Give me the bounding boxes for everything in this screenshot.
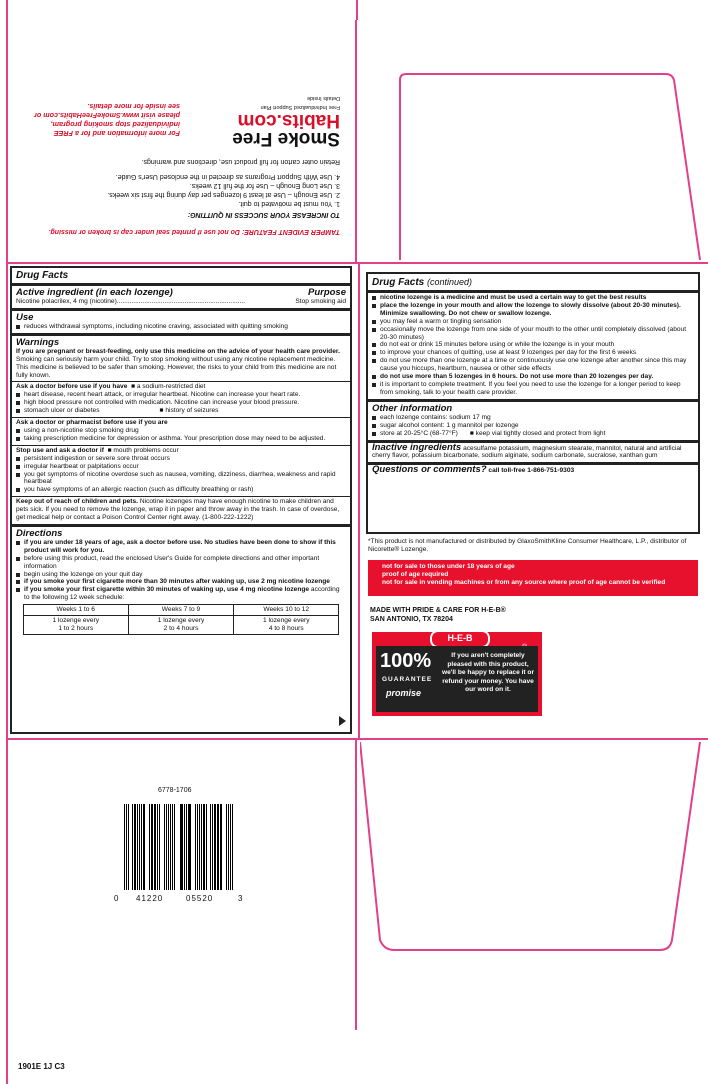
success-list [20,172,340,208]
barcode-bar [195,804,196,890]
keep-out-section [12,496,350,524]
barcode-bar [151,804,152,890]
age-item: not for sale to those under 18 years of age [382,563,515,570]
heb-logo: H-E-B [430,630,490,648]
ask-first: a sodium-restricted diet [136,383,206,391]
stop-item: you get symptoms of nicotine overdose such as nausea, vomiting, dizziness, diarrhea, weakness and rapid heartbeat [16,471,346,487]
barcode-bar [232,804,233,890]
active-purpose: Stop smoking aid [295,298,346,305]
barcode-bar [203,804,205,890]
ask-item: history of seizures [165,407,219,415]
promise-word: promise [386,688,422,698]
use-section [12,308,350,333]
barcode-digits-b: 05520 [186,894,214,903]
success-item: 4. Use With Support Programs as directed in the enclosed User's Guide. [115,173,340,180]
percent-text: 100% [380,650,432,672]
direction-item: do not use more than one lozenge at a time or continuously use one lozenge after another since this may cause you hiccups, heartburn, nausea or other side effects [372,357,694,373]
city-line: SAN ANTONIO, TX 78204 [370,616,453,623]
inactive-heading: Inactive ingredients [372,441,462,453]
schedule-cell: 1 lozenge every 1 to 2 hours [23,616,128,635]
barcode-bar [149,804,150,890]
disclaimer: *This product is not manufactured or distributed by GlaxoSmithKline Consumer Healthcare, L.P., distributor of Nicorette® Lozenge. [368,538,687,553]
direction-item: begin using the lozenge on your quit day [16,571,346,579]
schedule-header: Weeks 7 to 9 [128,605,233,616]
active-heading: Active ingredient (in each lozenge) [16,287,173,298]
success-heading: TO INCREASE YOUR SUCCESS IN QUITTING: [187,211,340,218]
barcode-bar [139,804,140,890]
directions-heading: Directions [16,527,63,539]
use-heading: Use [16,311,34,323]
barcode-bar [170,804,171,890]
dieline-vertical-mid [358,262,360,740]
barcode-bar [164,804,165,890]
dieline-flap-right [355,20,357,262]
barcode-digit-left: 0 [114,894,119,903]
other-item: each lozenge contains: sodium 17 mg [372,414,694,422]
barcode-bar [161,804,163,890]
success-item: 2. Use Enough – Use at least 9 lozenges per day during the first six weeks. [107,191,340,198]
schedule-cell: 1 lozenge every 2 to 4 hours [128,616,233,635]
guarantee-badge [372,632,542,716]
ask-pharmacist-section [12,417,350,445]
barcode-bar [126,804,127,890]
direction-item: before using this product, read the enclosed User's Guide for complete directions and other important information [16,555,346,571]
direction-item: occasionally move the lozenge from one side of your mouth to the other until completely dissolved (about 20-30 minutes) [372,326,694,342]
barcode-bar [189,804,191,890]
pharm-heading: Ask a doctor or pharmacist before use if you are [16,419,168,427]
other-item: sugar alcohol content: 1 g mannitol per lozenge [372,422,694,430]
stop-item: irregular heartbeat or palpitations occur [16,463,346,471]
left-bottom-flap-outline [6,740,358,1040]
barcode-bar [226,804,227,890]
direction-item: if you are under 18 years of age, ask a doctor before use. No studies have been done to show if this product will work for you. [16,539,346,555]
barcode-bar [228,804,229,890]
barcode-bar [223,804,225,890]
active-ingredient-section [12,283,350,308]
barcode-bar [220,804,222,890]
smoke-free-logo [190,93,340,147]
other-item: keep vial tightly closed and protect from light [475,429,606,437]
made-with [370,606,506,624]
ask-item: heart disease, recent heart attack, or irregular heartbeat. Nicotine can increase your heart rate. [16,391,346,399]
ask-doctor-section: Ask a doctor before use if you have ■ a sodium-restricted diet heart disease, recent heart attack, or irregular heartbeat. Nicotine can increase your heart rate. high blood pressure not controlled with medication. Nicotine can increase your blood pressure. stomach ulcer or diabetes ■ history of seizures [12,381,350,417]
direction-item: to improve your chances of quitting, use at least 9 lozenges per day for the first 6 weeks [372,349,694,357]
drug-facts-cont-title: Drug Facts (continued) [372,277,473,288]
barcode-bar [134,804,136,890]
direction-item: nicotine lozenge is a medicine and must be used a certain way to get the best results [372,294,694,302]
barcode-bar [206,804,207,890]
ask-heading: Ask a doctor before use if you have [16,383,128,391]
ask-item: high blood pressure not controlled with medication. Nicotine can increase your blood pressure. [16,399,346,407]
barcode-bar [130,804,131,890]
right-bottom-flap-outline [360,740,708,1040]
barcode-bar [197,804,199,890]
top-flap [10,40,350,240]
success-item: 3. Use Long Enough – Use for the full 12 weeks. [189,182,340,189]
barcode-bar [174,804,176,890]
purpose-heading: Purpose [307,287,346,298]
barcode-bar [210,804,212,890]
schedule-header: Weeks 10 to 12 [234,605,339,616]
schedule-cell: 1 lozenge every 4 to 8 hours [234,616,339,635]
barcode-bar [166,804,167,890]
stop-use-section: Stop use and ask a doctor if ■ mouth problems occur persistent indigestion or severe sore throat occurs irregular heartbeat or palpitations occur you get symptoms of nicotine overdose such as nausea, vomiting, dizziness, diarrhea, weakness and rapid heartbeat you have symptoms of an allergic reaction (such as difficulty breathing or rash) [12,445,350,496]
drug-facts-panel [10,266,352,734]
age-restriction-box [368,560,698,596]
dieline-top-mid [356,0,358,20]
barcode-digit-right: 3 [238,894,243,903]
continued-directions [368,290,698,399]
barcode-bar [186,804,187,890]
barcode [124,804,234,890]
barcode-bar [184,804,185,890]
barcode-bar [192,804,194,890]
barcode-bar [176,804,178,890]
barcode-bar [208,804,209,890]
success-item: 1. You must be motivated to quit. [238,200,340,207]
barcode-bar [159,804,160,890]
info-text: For more information and for a FREE individualized stop smoking program, please visit www.SmokeFreeHabits.com or see inside for more details. [34,102,180,138]
barcode-bar [181,804,183,890]
barcode-bar [172,804,173,890]
direction-item: do not eat or drink 15 minutes before using or while the lozenge is in your mouth [372,341,694,349]
drug-facts-title: Drug Facts [16,270,69,281]
logo-sub: Details Inside [306,95,340,101]
barcode-bar [157,804,159,890]
active-name: Nicotine polacrilex, 4 mg (nicotine) [16,298,117,305]
direction-item: if you smoke your first cigarette within 30 minutes of waking up, use 4 mg nicotine lozenge according to the following 12 week schedule: [16,586,346,602]
direction-item: do not use more than 5 lozenges in 6 hours. Do not use more than 20 lozenges per day. [372,373,694,381]
tamper-evident: TAMPER EVIDENT FEATURE: Do not use if printed seal under cap is broken or missing. [48,228,340,235]
guarantee-text: If you aren't completely pleased with this product, we'll be happy to replace it or refund your money. You have our word on it. [441,652,535,694]
barcode-bar [218,804,219,890]
questions-text: call toll-free 1-866-751-9303 [488,467,575,475]
drug-facts-continued-panel [366,272,700,534]
barcode-bar [230,804,232,890]
barcode-bar [146,804,148,890]
direction-item: it is important to complete treatment. If you feel you need to use the lozenge for a longer period to keep from smoking, talk to your health care provider. [372,381,694,397]
barcode-digits-a: 41220 [136,894,164,903]
direction-item: if you smoke your first cigarette more than 30 minutes after waking up, use 2 mg nicotine lozenge [16,578,346,586]
warnings-text: Smoking can seriously harm your child. Try to stop smoking without using any nicotine replacement medicine. This medicine is believed to be safer than smoking. However, the risks to your child from this medicine are not fully known. [16,355,337,379]
barcode-bar [137,804,139,890]
stop-heading: Stop use and ask a doctor if [16,446,104,454]
guarantee-word: GUARANTEE [382,676,433,683]
barcode-bar [132,804,133,890]
pharm-item: using a non-nicotine stop smoking drug [16,427,346,435]
made-with-line: MADE WITH PRIDE & CARE FOR H-E-B® [370,607,506,614]
barcode-bar [180,804,181,890]
barcode-bar [201,804,202,890]
barcode-bar [124,804,125,890]
other-info-section: Other information each lozenge contains: sodium 17 mg sugar alcohol content: 1 g mannitol per lozenge store at 20-25°C (68-77°F) ■ keep vial tightly closed and protect from light [368,399,698,440]
warnings-section [12,333,350,382]
right-top-flap-outline [360,60,708,264]
schedule-table [23,604,340,635]
direction-item: place the lozenge in your mouth and allow the lozenge to slowly dissolve (about 20-30 minutes). Minimize swallowing. Do not chew or swallow lozenge. [372,302,694,318]
logo-line2: Habits.com [237,110,340,131]
use-item: reduces withdrawal symptoms, including nicotine craving, associated with quitting smoking [16,323,346,331]
inactive-text: acesulfame potassium, magnesium stearate, mannitol, natural and artificial cherry flavor, potassium bicarbonate, sodium alginate, sodium carbonate, sucralose, xanthan gum [372,444,682,460]
keep-text: Nicotine lozenges may have enough nicotine to make children and pets sick. If you need to remove the lozenge, wrap it in paper and throw away in the trash. In case of overdose, get medical help or contact a Poison Control Center right away. (1-800-222-1222) [16,498,340,522]
warnings-bold: If you are pregnant or breast-feeding, only use this medicine on the advice of your health care provider. [16,347,340,355]
retain-carton: Retain outer carton for full product use, directions and warnings. [141,158,340,165]
bottom-code: 1901E 1J C3 [18,1062,65,1071]
keep-bold: Keep out of reach of children and pets. [16,498,139,506]
barcode-bar [154,804,156,890]
barcode-bar [168,804,170,890]
questions-heading: Questions or comments? [372,464,487,476]
stop-item: persistent indigestion or severe sore throat occurs [16,455,346,463]
pharm-item: taking prescription medicine for depression or asthma. Your prescription dose may need to be adjusted. [16,435,346,443]
logo-tag: Free Individualized Support Plan [260,104,340,110]
barcode-bar [141,804,142,890]
stop-item: you have symptoms of an allergic reaction (such as difficulty breathing or rash) [16,486,346,494]
schedule-header: Weeks 1 to 6 [23,605,128,616]
directions-section [12,524,350,637]
barcode-top-code: 6778-1706 [158,787,192,794]
ask-item: stomach ulcer or diabetes [24,407,100,415]
barcode-bar [217,804,218,890]
other-item: store at 20-25°C (68-77°F) [380,429,458,437]
questions-section [368,462,698,477]
barcode-bar [199,804,200,890]
barcode-bar [188,804,189,890]
logo-line1: Smoke Free [232,128,340,149]
inactive-section [368,440,698,463]
barcode-bar [143,804,145,890]
continued-arrow-icon [339,716,346,726]
barcode-bar [214,804,216,890]
age-item: not for sale in vending machines or from any source where proof of age cannot be verified [382,579,666,586]
leader-dots: ...................................................................... [116,298,246,305]
age-item: proof of age required [382,571,449,578]
barcode-bar [212,804,213,890]
warnings-heading: Warnings [16,336,60,348]
stop-first: mouth problems occur [113,446,179,454]
direction-item: you may feel a warm or tingling sensation [372,318,694,326]
other-heading: Other information [372,402,453,414]
barcode-bar [152,804,153,890]
barcode-bar [128,804,130,890]
